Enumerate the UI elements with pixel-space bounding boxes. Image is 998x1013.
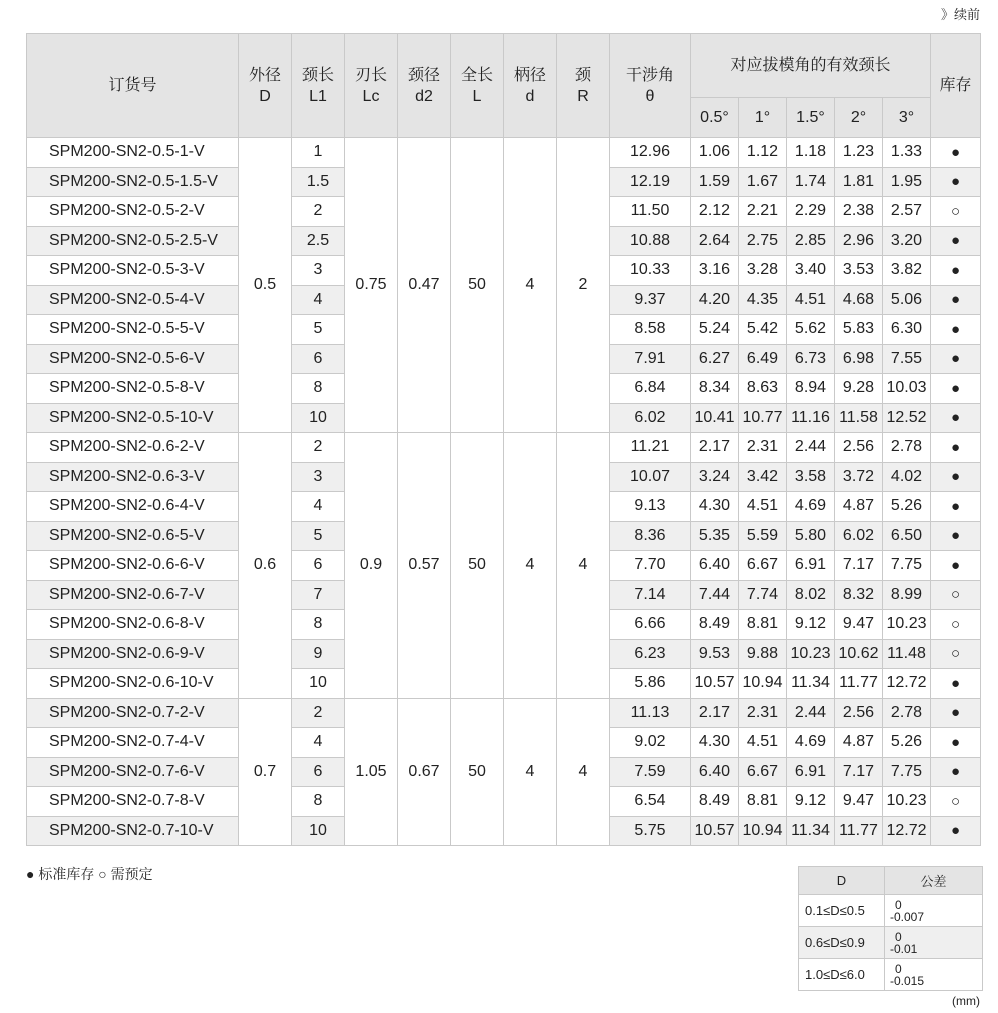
order-code: SPM200-SN2-0.7-6-V [27,757,239,787]
effective-length: 5.35 [691,521,739,551]
effective-length: 6.40 [691,551,739,581]
effective-length: 2.29 [787,197,835,227]
stock-mark: ● [931,344,981,374]
stock-mark: ● [931,167,981,197]
effective-length: 10.94 [739,669,787,699]
interference-angle: 10.07 [610,462,691,492]
order-code: SPM200-SN2-0.5-4-V [27,285,239,315]
effective-length: 6.91 [787,757,835,787]
stock-mark: ● [931,816,981,846]
effective-length: 10.23 [883,610,931,640]
effective-length: 9.12 [787,787,835,817]
header-draft-angle: 2° [835,97,883,137]
neck-length: 6 [292,757,345,787]
neck-length: 6 [292,344,345,374]
effective-length: 10.62 [835,639,883,669]
effective-length: 1.33 [883,138,931,168]
interference-angle: 9.37 [610,285,691,315]
neck-length: 5 [292,521,345,551]
effective-length: 2.31 [739,433,787,463]
effective-length: 8.02 [787,580,835,610]
neck-length: 2 [292,433,345,463]
neck-length: 8 [292,610,345,640]
shank-diameter: 4 [504,138,557,433]
effective-length: 7.44 [691,580,739,610]
header-draft-angle: 3° [883,97,931,137]
neck-length: 10 [292,403,345,433]
order-code: SPM200-SN2-0.7-8-V [27,787,239,817]
effective-length: 2.38 [835,197,883,227]
interference-angle: 9.13 [610,492,691,522]
tolerance-header-d: D [799,867,885,895]
stock-mark: ● [931,256,981,286]
shank-diameter: 4 [504,698,557,846]
header-draft-angle: 1° [739,97,787,137]
effective-length: 4.51 [739,492,787,522]
effective-length: 6.30 [883,315,931,345]
effective-length: 8.32 [835,580,883,610]
effective-length: 6.40 [691,757,739,787]
outer-diameter: 0.7 [239,698,292,846]
effective-length: 3.20 [883,226,931,256]
order-code: SPM200-SN2-0.5-3-V [27,256,239,286]
neck-length: 9 [292,639,345,669]
effective-length: 4.30 [691,492,739,522]
effective-length: 7.55 [883,344,931,374]
effective-length: 2.78 [883,433,931,463]
effective-length: 6.91 [787,551,835,581]
interference-angle: 8.58 [610,315,691,345]
header-edge-length: 刃长 Lc [345,34,398,138]
interference-angle: 11.50 [610,197,691,227]
effective-length: 3.72 [835,462,883,492]
effective-length: 11.58 [835,403,883,433]
effective-length: 2.17 [691,698,739,728]
order-code: SPM200-SN2-0.6-2-V [27,433,239,463]
effective-length: 5.80 [787,521,835,551]
stock-mark: ● [931,669,981,699]
header-outer-d: 外径 D [239,34,292,138]
effective-length: 10.41 [691,403,739,433]
effective-length: 1.23 [835,138,883,168]
effective-length: 1.74 [787,167,835,197]
effective-length: 4.20 [691,285,739,315]
neck-length: 2 [292,698,345,728]
interference-angle: 11.21 [610,433,691,463]
effective-length: 2.44 [787,433,835,463]
neck-length: 10 [292,669,345,699]
header-effective-length: 对应拔模角的有效颈长 [691,34,931,98]
neck-diameter: 0.57 [398,433,451,699]
effective-length: 10.23 [787,639,835,669]
effective-length: 3.42 [739,462,787,492]
shank-diameter: 4 [504,433,557,699]
effective-length: 4.30 [691,728,739,758]
effective-length: 2.21 [739,197,787,227]
neck-length: 2.5 [292,226,345,256]
header-interference-angle: 干涉角 θ [610,34,691,138]
effective-length: 8.34 [691,374,739,404]
interference-angle: 6.66 [610,610,691,640]
effective-length: 1.06 [691,138,739,168]
order-code: SPM200-SN2-0.6-10-V [27,669,239,699]
order-code: SPM200-SN2-0.6-5-V [27,521,239,551]
effective-length: 8.49 [691,787,739,817]
effective-length: 7.75 [883,757,931,787]
interference-angle: 6.54 [610,787,691,817]
neck-length: 6 [292,551,345,581]
outer-diameter: 0.6 [239,433,292,699]
stock-mark: ● [931,433,981,463]
effective-length: 10.23 [883,787,931,817]
effective-length: 5.06 [883,285,931,315]
tolerance-value: 0 -0.015 [885,959,983,991]
interference-angle: 6.23 [610,639,691,669]
effective-length: 6.27 [691,344,739,374]
effective-length: 8.94 [787,374,835,404]
interference-angle: 5.86 [610,669,691,699]
header-code: 订货号 [27,34,239,138]
stock-mark: ● [931,315,981,345]
stock-mark: ○ [931,197,981,227]
effective-length: 2.56 [835,433,883,463]
stock-mark: ● [931,728,981,758]
effective-length: 2.57 [883,197,931,227]
effective-length: 12.72 [883,669,931,699]
interference-angle: 7.59 [610,757,691,787]
effective-length: 2.85 [787,226,835,256]
effective-length: 3.28 [739,256,787,286]
neck-length: 3 [292,462,345,492]
effective-length: 3.16 [691,256,739,286]
effective-length: 2.12 [691,197,739,227]
effective-length: 2.64 [691,226,739,256]
effective-length: 7.17 [835,551,883,581]
tolerance-value: 0 -0.01 [885,927,983,959]
table-row [27,138,981,168]
neck-length: 1 [292,138,345,168]
effective-length: 12.52 [883,403,931,433]
effective-length: 8.49 [691,610,739,640]
interference-angle: 6.84 [610,374,691,404]
continued-note: 》续前 [940,7,980,22]
effective-length: 10.57 [691,669,739,699]
stock-mark: ● [931,285,981,315]
header-stock: 库存 [931,34,981,138]
neck-length: 2 [292,197,345,227]
order-code: SPM200-SN2-0.5-1.5-V [27,167,239,197]
effective-length: 2.75 [739,226,787,256]
stock-mark: ○ [931,787,981,817]
effective-length: 6.02 [835,521,883,551]
stock-mark: ● [931,698,981,728]
stock-legend: ● 标准库存 ○ 需预定 [26,866,153,882]
total-length: 50 [451,138,504,433]
neck-radius: 2 [557,138,610,433]
stock-mark: ● [931,138,981,168]
effective-length: 2.96 [835,226,883,256]
effective-length: 5.26 [883,728,931,758]
effective-length: 3.40 [787,256,835,286]
effective-length: 1.12 [739,138,787,168]
header-neck-length: 颈长 L1 [292,34,345,138]
effective-length: 7.74 [739,580,787,610]
effective-length: 4.69 [787,492,835,522]
stock-mark: ● [931,492,981,522]
effective-length: 4.51 [787,285,835,315]
stock-mark: ○ [931,610,981,640]
interference-angle: 10.33 [610,256,691,286]
effective-length: 3.24 [691,462,739,492]
order-code: SPM200-SN2-0.7-10-V [27,816,239,846]
effective-length: 4.68 [835,285,883,315]
total-length: 50 [451,433,504,699]
order-code: SPM200-SN2-0.6-4-V [27,492,239,522]
interference-angle: 10.88 [610,226,691,256]
effective-length: 3.53 [835,256,883,286]
effective-length: 2.56 [835,698,883,728]
stock-mark: ● [931,757,981,787]
interference-angle: 12.19 [610,167,691,197]
tolerance-row [799,927,983,959]
tolerance-row [799,959,983,991]
table-row [27,433,981,463]
order-code: SPM200-SN2-0.6-7-V [27,580,239,610]
effective-length: 8.63 [739,374,787,404]
effective-length: 1.67 [739,167,787,197]
effective-length: 5.59 [739,521,787,551]
neck-diameter: 0.47 [398,138,451,433]
tolerance-range: 0.6≤D≤0.9 [799,927,885,959]
tolerance-range: 0.1≤D≤0.5 [799,895,885,927]
effective-length: 1.81 [835,167,883,197]
stock-mark: ● [931,462,981,492]
stock-mark: ○ [931,580,981,610]
tolerance-table [798,866,983,991]
effective-length: 8.99 [883,580,931,610]
interference-angle: 7.70 [610,551,691,581]
effective-length: 6.98 [835,344,883,374]
tolerance-header-value: 公差 [885,867,983,895]
neck-length: 8 [292,374,345,404]
effective-length: 6.67 [739,551,787,581]
effective-length: 2.17 [691,433,739,463]
total-length: 50 [451,698,504,846]
interference-angle: 7.91 [610,344,691,374]
header-shank-diameter: 柄径 d [504,34,557,138]
stock-mark: ● [931,521,981,551]
order-code: SPM200-SN2-0.5-6-V [27,344,239,374]
effective-length: 12.72 [883,816,931,846]
effective-length: 6.73 [787,344,835,374]
interference-angle: 7.14 [610,580,691,610]
neck-length: 4 [292,492,345,522]
edge-length: 1.05 [345,698,398,846]
order-code: SPM200-SN2-0.7-2-V [27,698,239,728]
effective-length: 3.58 [787,462,835,492]
effective-length: 11.34 [787,816,835,846]
effective-length: 9.53 [691,639,739,669]
neck-length: 1.5 [292,167,345,197]
effective-length: 2.78 [883,698,931,728]
effective-length: 9.88 [739,639,787,669]
effective-length: 9.28 [835,374,883,404]
effective-length: 2.31 [739,698,787,728]
effective-length: 2.44 [787,698,835,728]
interference-angle: 6.02 [610,403,691,433]
effective-length: 11.77 [835,669,883,699]
effective-length: 4.69 [787,728,835,758]
effective-length: 9.12 [787,610,835,640]
tolerance-value: 0 -0.007 [885,895,983,927]
stock-mark: ○ [931,639,981,669]
neck-length: 8 [292,787,345,817]
effective-length: 8.81 [739,787,787,817]
effective-length: 6.49 [739,344,787,374]
effective-length: 4.87 [835,492,883,522]
order-code: SPM200-SN2-0.5-2.5-V [27,226,239,256]
order-code: SPM200-SN2-0.5-5-V [27,315,239,345]
order-code: SPM200-SN2-0.5-1-V [27,138,239,168]
effective-length: 6.50 [883,521,931,551]
effective-length: 3.82 [883,256,931,286]
product-spec-table [26,33,981,846]
effective-length: 5.62 [787,315,835,345]
effective-length: 5.24 [691,315,739,345]
neck-length: 4 [292,285,345,315]
effective-length: 8.81 [739,610,787,640]
effective-length: 7.75 [883,551,931,581]
effective-length: 1.59 [691,167,739,197]
neck-length: 7 [292,580,345,610]
effective-length: 4.35 [739,285,787,315]
neck-diameter: 0.67 [398,698,451,846]
effective-length: 11.77 [835,816,883,846]
unit-label: (mm) [952,994,980,1008]
order-code: SPM200-SN2-0.5-10-V [27,403,239,433]
tolerance-range: 1.0≤D≤6.0 [799,959,885,991]
effective-length: 1.95 [883,167,931,197]
interference-angle: 8.36 [610,521,691,551]
effective-length: 4.51 [739,728,787,758]
edge-length: 0.75 [345,138,398,433]
neck-length: 4 [292,728,345,758]
effective-length: 5.83 [835,315,883,345]
effective-length: 1.18 [787,138,835,168]
effective-length: 4.02 [883,462,931,492]
header-total-length: 全长 L [451,34,504,138]
order-code: SPM200-SN2-0.6-6-V [27,551,239,581]
order-code: SPM200-SN2-0.5-2-V [27,197,239,227]
effective-length: 10.77 [739,403,787,433]
header-neck-diameter: 颈径 d2 [398,34,451,138]
effective-length: 11.16 [787,403,835,433]
neck-radius: 4 [557,433,610,699]
effective-length: 11.34 [787,669,835,699]
table-row [27,698,981,728]
interference-angle: 11.13 [610,698,691,728]
edge-length: 0.9 [345,433,398,699]
effective-length: 9.47 [835,610,883,640]
stock-mark: ● [931,403,981,433]
effective-length: 11.48 [883,639,931,669]
effective-length: 10.94 [739,816,787,846]
order-code: SPM200-SN2-0.5-8-V [27,374,239,404]
header-draft-angle: 0.5° [691,97,739,137]
stock-mark: ● [931,374,981,404]
order-code: SPM200-SN2-0.6-9-V [27,639,239,669]
order-code: SPM200-SN2-0.6-3-V [27,462,239,492]
order-code: SPM200-SN2-0.6-8-V [27,610,239,640]
interference-angle: 9.02 [610,728,691,758]
effective-length: 4.87 [835,728,883,758]
interference-angle: 12.96 [610,138,691,168]
header-draft-angle: 1.5° [787,97,835,137]
order-code: SPM200-SN2-0.7-4-V [27,728,239,758]
header-neck-r: 颈 R [557,34,610,138]
effective-length: 5.26 [883,492,931,522]
effective-length: 10.03 [883,374,931,404]
effective-length: 5.42 [739,315,787,345]
tolerance-row [799,895,983,927]
stock-mark: ● [931,226,981,256]
interference-angle: 5.75 [610,816,691,846]
effective-length: 6.67 [739,757,787,787]
neck-length: 10 [292,816,345,846]
effective-length: 7.17 [835,757,883,787]
neck-radius: 4 [557,698,610,846]
neck-length: 5 [292,315,345,345]
neck-length: 3 [292,256,345,286]
stock-mark: ● [931,551,981,581]
effective-length: 10.57 [691,816,739,846]
outer-diameter: 0.5 [239,138,292,433]
effective-length: 9.47 [835,787,883,817]
